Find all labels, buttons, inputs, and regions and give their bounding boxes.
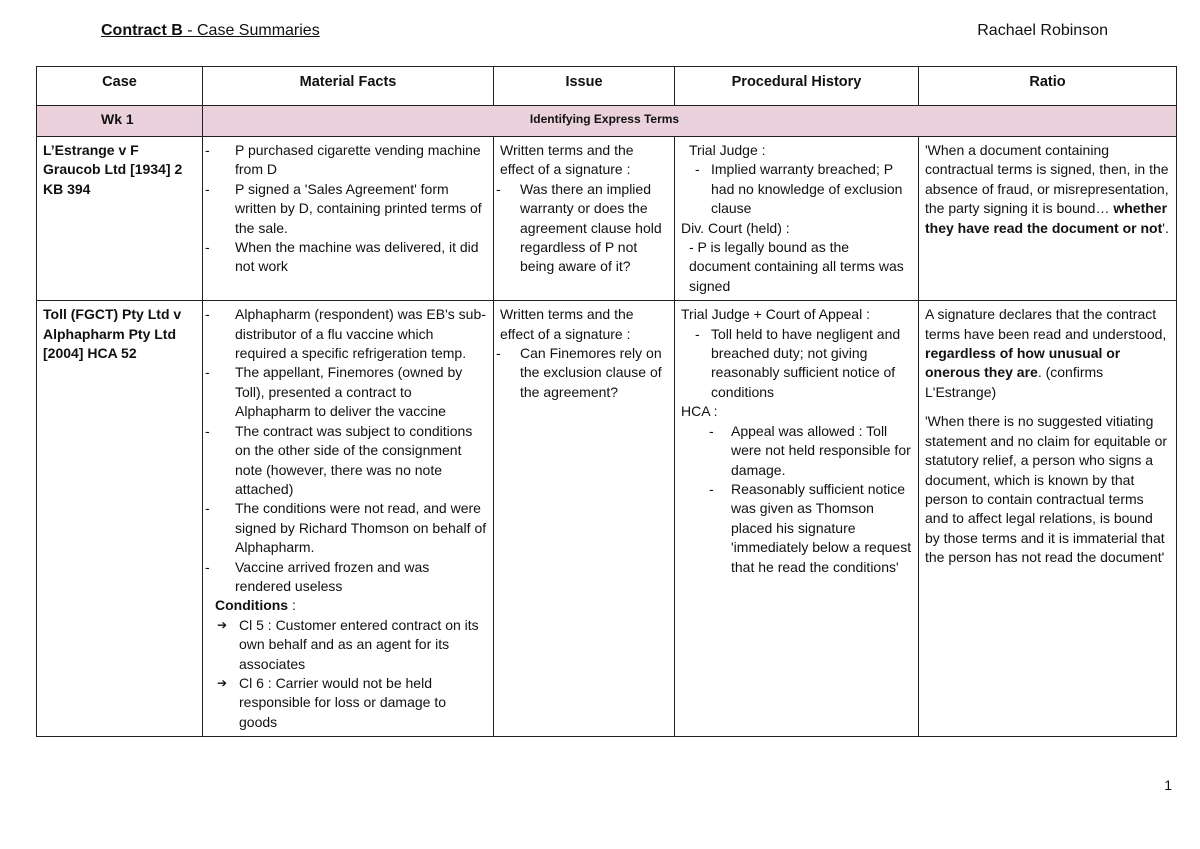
issue-list [500,344,668,402]
list-item: - Reasonably sufficient notice was given as Thomson placed his signature 'immediately below a request that he read the conditions' [709,480,912,577]
list-item: - Can Finemores rely on the exclusion clause of the agreement? [500,344,668,402]
list-item: - P signed a 'Sales Agreement' form written by D, containing printed terms of the sale. [209,180,487,238]
col-header-ratio: Ratio [919,67,1177,106]
proc-hca-heading: HCA : [681,403,718,420]
proc-trial-list [681,325,912,403]
proc-hca-list [681,422,912,577]
ratio-paragraph [925,305,1170,402]
issue-list [500,180,668,277]
col-header-facts: Material Facts [203,67,494,106]
conditions-colon: : [288,597,296,614]
conditions-heading [209,596,487,615]
list-item: - P purchased cigarette vending machine from D [209,141,487,180]
list-item: ➔ Cl 5 : Customer entered contract on its own behalf and as an agent for its associates [215,616,487,674]
ratio-text: 'When a document containing contractual terms is signed, then, in the absence of fraud, or misrepresentation, the party signing it is bound… [925,142,1169,217]
conditions-label: Conditions [215,597,289,614]
facts-list [209,305,487,596]
list-item: - Implied warranty breached; P had no knowledge of exclusion clause [689,160,912,218]
col-header-case: Case [37,67,203,106]
author-name: Rachael Robinson [977,22,1108,39]
week-topic: Identifying Express Terms [529,112,680,126]
proc-trial-heading: Trial Judge : [689,142,766,158]
col-header-procedural: Procedural History [675,67,919,106]
page-number: 1 [1164,777,1172,793]
week-label: Wk 1 [101,111,134,127]
conditions-list [209,616,487,732]
list-item: - Appeal was allowed : Toll were not held responsible for damage. [709,422,912,480]
facts-list [209,141,487,277]
ratio-cell [919,137,1177,301]
ratio-cell [919,301,1177,737]
table-row [37,301,1177,737]
col-header-issue: Issue [494,67,675,106]
procedural-cell [675,301,919,737]
week-row [37,106,1177,137]
facts-cell [203,137,494,301]
proc-div-text: - P is legally bound as the document containing all terms was signed [689,239,904,294]
procedural-cell [675,137,919,301]
case-cell [37,137,203,301]
header-row [37,67,1177,106]
case-name: L’Estrange v F Graucob Ltd [1934] 2 KB 394 [43,142,183,197]
issue-cell [494,137,675,301]
list-item: - The appellant, Finemores (owned by Toll), presented a contract to Alphapharm to deliver the vaccine [209,363,487,421]
proc-trial-heading: Trial Judge + Court of Appeal : [681,306,870,323]
proc-trial-list [681,160,912,218]
list-item: - When the machine was delivered, it did not work [209,238,487,277]
list-item: - The conditions were not read, and were signed by Richard Thomson on behalf of Alphapharm. [209,499,487,557]
week-topic-cell [203,106,1177,137]
issue-cell [494,301,675,737]
ratio-end: . (confirms L'Estrange) [925,364,1104,400]
ratio-emphasis: whether they have read the document or not [925,200,1168,236]
ratio-quote: 'When there is no suggested vitiating statement and no claim for equitable or statutory relief, a person who signs a document, which is known by that person to contain contractual terms and to affect legal relations, is bound by those terms and it is immaterial that the person has not read the document' [925,413,1168,566]
title-bold: Contract B [101,22,183,39]
list-item: ➔ Cl 6 : Carrier would not be held responsible for loss or damage to goods [215,674,487,732]
ratio-emphasis: regardless of how unusual or onerous they are [925,345,1121,381]
ratio-text: A signature declares that the contract terms have been read and understood, [925,306,1167,342]
list-item: - Vaccine arrived frozen and was rendered useless [209,558,487,597]
table-row [37,137,1177,301]
document-title [101,22,320,40]
list-item: - The contract was subject to conditions on the other side of the consignment note (however, there was no note attached) [209,422,487,500]
case-cell [37,301,203,737]
title-rest: - Case Summaries [182,22,320,39]
list-item: - Alphapharm (respondent) was EB's sub-distributor of a flu vaccine which required a specific refrigeration temp. [209,305,487,363]
list-item: - Toll held to have negligent and breached duty; not giving reasonably sufficient notice of conditions [689,325,912,403]
proc-div-heading: Div. Court (held) : [681,219,790,236]
list-item: - Was there an implied warranty or does the agreement clause hold regardless of P not being aware of it? [500,180,668,277]
issue-intro: Written terms and the effect of a signature : [500,306,634,342]
case-table [36,66,1177,737]
case-name: Toll (FGCT) Pty Ltd v Alphapharm Pty Ltd [2004] HCA 52 [43,306,182,362]
ratio-end: '. [1162,219,1169,236]
facts-cell [203,301,494,737]
issue-intro: Written terms and the effect of a signature : [500,142,634,178]
